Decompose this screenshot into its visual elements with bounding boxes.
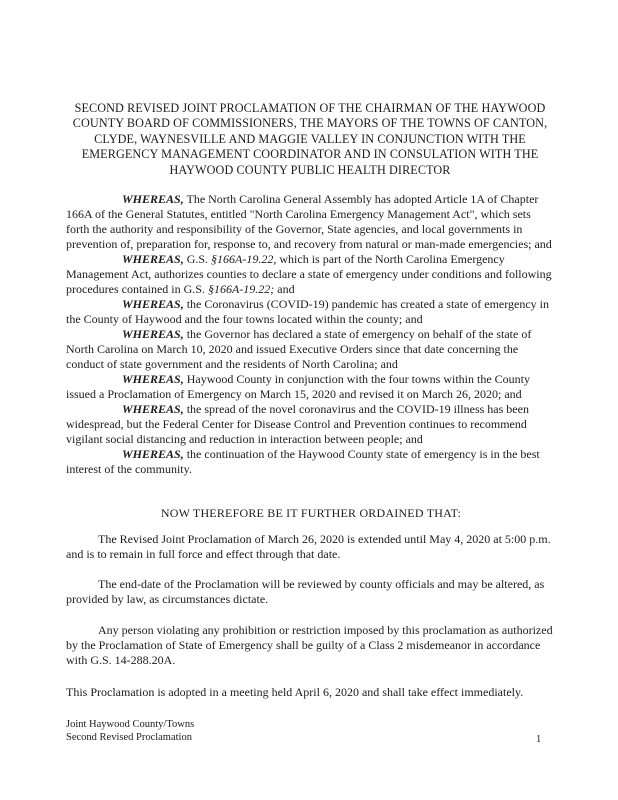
page-number: 1 [536,734,542,745]
whereas-clause [66,447,556,477]
clause-text: which is part of the North Carolina Emergency Management Act, authorizes counties to declare a state of emergency under conditions and following procedures contained in G.S. [66,252,552,296]
whereas-keyword: WHEREAS, [122,252,184,266]
title-line: HAYWOOD COUNTY PUBLIC HEALTH DIRECTOR [169,162,451,177]
whereas-clause [66,372,556,402]
whereas-clauses [66,192,556,477]
whereas-keyword: WHEREAS, [122,402,184,416]
footer-line: Joint Haywood County/Towns [66,719,195,730]
clause-text: G.S. [183,252,212,266]
clause-text: The North Carolina General Assembly has adopted Article 1A of Chapter 166A of the General Statutes, entitled "North Carolina Emergency Management Act", which sets forth the authority and responsibility of the Governor, State agencies, and local governments in prevention of, preparation for, response to, and recovery from natural or man-made emergencies; and [66,192,552,251]
title-line: SECOND REVISED JOINT PROCLAMATION OF THE CHAIRMAN OF THE HAYWOOD [74,101,546,115]
whereas-keyword: WHEREAS, [122,192,184,206]
page-footer [66,718,194,744]
whereas-clause [66,252,556,297]
whereas-keyword: WHEREAS, [122,447,184,461]
footer-line: Second Revised Proclamation [66,732,192,743]
whereas-keyword: WHEREAS, [122,372,184,386]
clause-text: and [274,282,295,296]
whereas-keyword: WHEREAS, [122,327,184,341]
ordinance-paragraph: The end-date of the Proclamation will be reviewed by county officials and may be altered, as provided by law, as circumstances dictate. [66,577,545,606]
statute-citation: §166A-19.22; [207,282,275,296]
whereas-clause [66,192,556,252]
ordinance-paragraph: The Revised Joint Proclamation of March 26, 2020 is extended until May 4, 2020 at 5:00 p.m. and is to remain in full force and effect through that date. [66,532,551,561]
proclamation-title [70,101,550,178]
ordained-heading: NOW THEREFORE BE IT FURTHER ORDAINED THAT: [160,506,462,520]
ordinance-paragraph: Any person violating any prohibition or restriction imposed by this proclamation as authorized by the Proclamation of State of Emergency shall be guilty of a Class 2 misdemeanor in accordance with G.S. 14-288.20A. [66,623,553,667]
whereas-clause [66,327,556,372]
clause-text: Haywood County in conjunction with the four towns within the County issued a Proclamation of Emergency on March 15, 2020 and revised it on March 26, 2020; and [66,372,531,401]
whereas-clause [66,297,556,327]
clause-text: the spread of the novel coronavirus and the COVID-19 illness has been widespread, but the Federal Center for Disease Control and Prevention continues to recommend vigilant social distancing and reduction in interaction between people; and [66,402,529,446]
clause-text: the continuation of the Haywood County state of emergency is in the best interest of the community. [66,447,540,476]
clause-text: the Governor has declared a state of emergency on behalf of the state of North Carolina on March 10, 2020 and issued Executive Orders since that date concerning the conduct of state government and the residents of North Carolina; and [66,327,532,371]
adoption-statement: This Proclamation is adopted in a meeting held April 6, 2020 and shall take effect immediately. [66,685,524,699]
title-line: COUNTY BOARD OF COMMISSIONERS, THE MAYORS OF THE TOWNS OF CANTON, [72,116,548,131]
title-line: EMERGENCY MANAGEMENT COORDINATOR AND IN CONSULATION WITH THE [81,147,539,162]
whereas-clause [66,402,556,447]
whereas-keyword: WHEREAS, [122,297,184,311]
title-line: CLYDE, WAYNESVILLE AND MAGGIE VALLEY IN CONJUNCTION WITH THE [94,131,526,146]
statute-citation: §166A-19.22, [211,252,277,266]
clause-text: the Coronavirus (COVID-19) pandemic has created a state of emergency in the County of Haywood and the four towns located within the county; and [66,297,550,326]
